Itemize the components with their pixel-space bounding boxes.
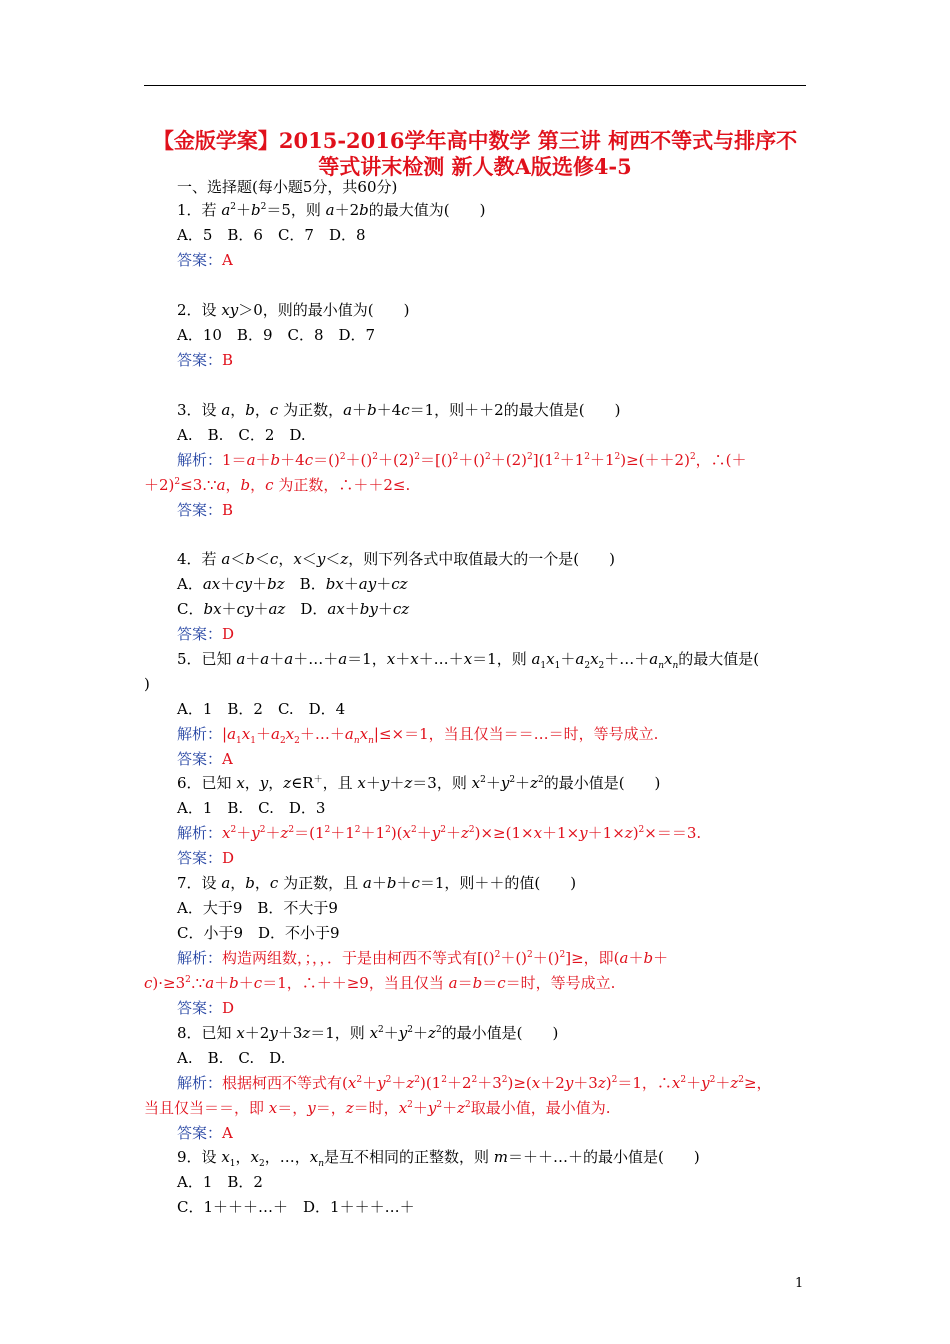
text-line: 3．设 a，b，c 为正数，a＋b＋4c＝1，则＋＋2的最大值是( ) <box>177 401 621 419</box>
text-line: 1．若 $a^2+b^2=5$，则 a＋2b的最大值为( ) <box>177 201 486 219</box>
text-line: 8．已知 x＋2y＋3z＝1，则 $x^2+y^2+z^2$的最小值是( ) <box>177 1024 559 1042</box>
text-line: C．小于9 D．不小于9 <box>177 924 340 942</box>
text-line: 解析：$1=a+b+4c=()^2+()^2+(2)^2=[()^2+()^2+(2)^2](1^2+1^2+1^2)\ge(++2)^2$，∴(＋ <box>177 451 747 469</box>
text-line: A．ax＋cy＋bz B．bx＋ay＋cz <box>177 575 408 593</box>
section-heading: 一、选择题(每小题5分，共60分) <box>177 178 398 196</box>
page-number: 1 <box>795 1276 804 1291</box>
text-line: 解析：$x^2+y^2+z^2=(1^2+1^2+1^2)(x^2+y^2+z^2)\times\ge(1\times x+1\times y+1\times z)^2\times==3$. <box>177 824 702 842</box>
text-line: C．bx＋cy＋az D．ax＋by＋cz <box>177 600 410 618</box>
text-line: C．1＋＋＋…＋ D．1＋＋＋…＋ <box>177 1198 415 1216</box>
text-line: 当且仅当＝＝，即 x＝，y＝，z＝时，$x^2+y^2+z^2$取最小值，最小值为. <box>144 1099 611 1117</box>
text-line: 7．设 a，b，c 为正数，且 a＋b＋c＝1，则＋＋的值( ) <box>177 874 577 892</box>
text-line: 答案：A <box>177 251 233 269</box>
text-line: A．5 B．6 C．7 D．8 <box>177 226 366 244</box>
text-line: ＋2)$^2$≤3.∵a，b，c 为正数，∴＋＋2≤. <box>144 476 411 494</box>
text-line: 5．已知 a＋a＋a＋…＋a＝1，x＋x＋…＋x＝1，则 $a_1x_1+a_2x_2+\dots+a_nx_n$的最大值是( <box>177 650 760 671</box>
text-line: 2．设 xy＞0，则的最小值为( ) <box>177 301 410 319</box>
text-line: A．1 B. C. D．3 <box>177 799 326 817</box>
text-line: A．大于9 B．不大于9 <box>177 899 338 917</box>
text-line: 解析：$|a_1x_1+a_2x_2+\dots+a_nx_n|\le\times=1$，当且仅当＝＝…＝时，等号成立. <box>177 725 659 746</box>
text-line: A．10 B．9 C．8 D．7 <box>177 326 376 344</box>
text-line: 答案：B <box>177 501 234 519</box>
text-line: 答案：D <box>177 849 235 867</box>
text-line: A．1 B．2 C. D．4 <box>177 700 346 718</box>
text-line: 答案：A <box>177 1124 233 1142</box>
header-rule <box>144 85 806 86</box>
text-line: A．1 B．2 <box>177 1173 263 1191</box>
text-line: 9．设 $x_1$，$x_2$，…，$x_n$是互不相同的正整数，则 m＝＋＋…＋的最小值是( ) <box>177 1148 700 1169</box>
text-line: $c)\cdot\ge 3^2.\because a+b+c=1$，∴＋＋≥9，当且仅当 a＝b＝c＝时，等号成立. <box>144 974 616 992</box>
text-line: ) <box>144 675 150 693</box>
text-line: A. B. C. D. <box>177 1049 286 1067</box>
doc-title-line-2: 等式讲末检测 新人教A版选修4-5 <box>318 154 632 179</box>
text-line: A. B. C．2 D. <box>177 426 306 444</box>
text-line: 答案：A <box>177 750 233 768</box>
text-line: 答案：D <box>177 999 235 1017</box>
text-line: 6．已知 x，y，z∈R＋，且 x＋y＋z＝3，则 $x^2+y^2+z^2$的最小值是( ) <box>177 774 661 792</box>
text-line: 答案：D <box>177 625 235 643</box>
text-line: 答案：B <box>177 351 234 369</box>
text-line: 解析：构造两组数，；，，．于是由柯西不等式有[()$^2$＋()$^2$＋()$^2$]≥，即(a＋b＋ <box>177 949 669 967</box>
text-line: 解析：根据柯西不等式有$(x^2+y^2+z^2)(1^2+2^2+3^2)\ge(x+2y+3z)^2=1$，$\therefore x^2+y^2+z^2\ge$， <box>177 1074 772 1092</box>
doc-title-line-1: 【金版学案】2015-2016学年高中数学 第三讲 柯西不等式与排序不 <box>152 128 798 153</box>
text-line: 4．若 a＜b＜c，x＜y＜z，则下列各式中取值最大的一个是( ) <box>177 550 615 568</box>
